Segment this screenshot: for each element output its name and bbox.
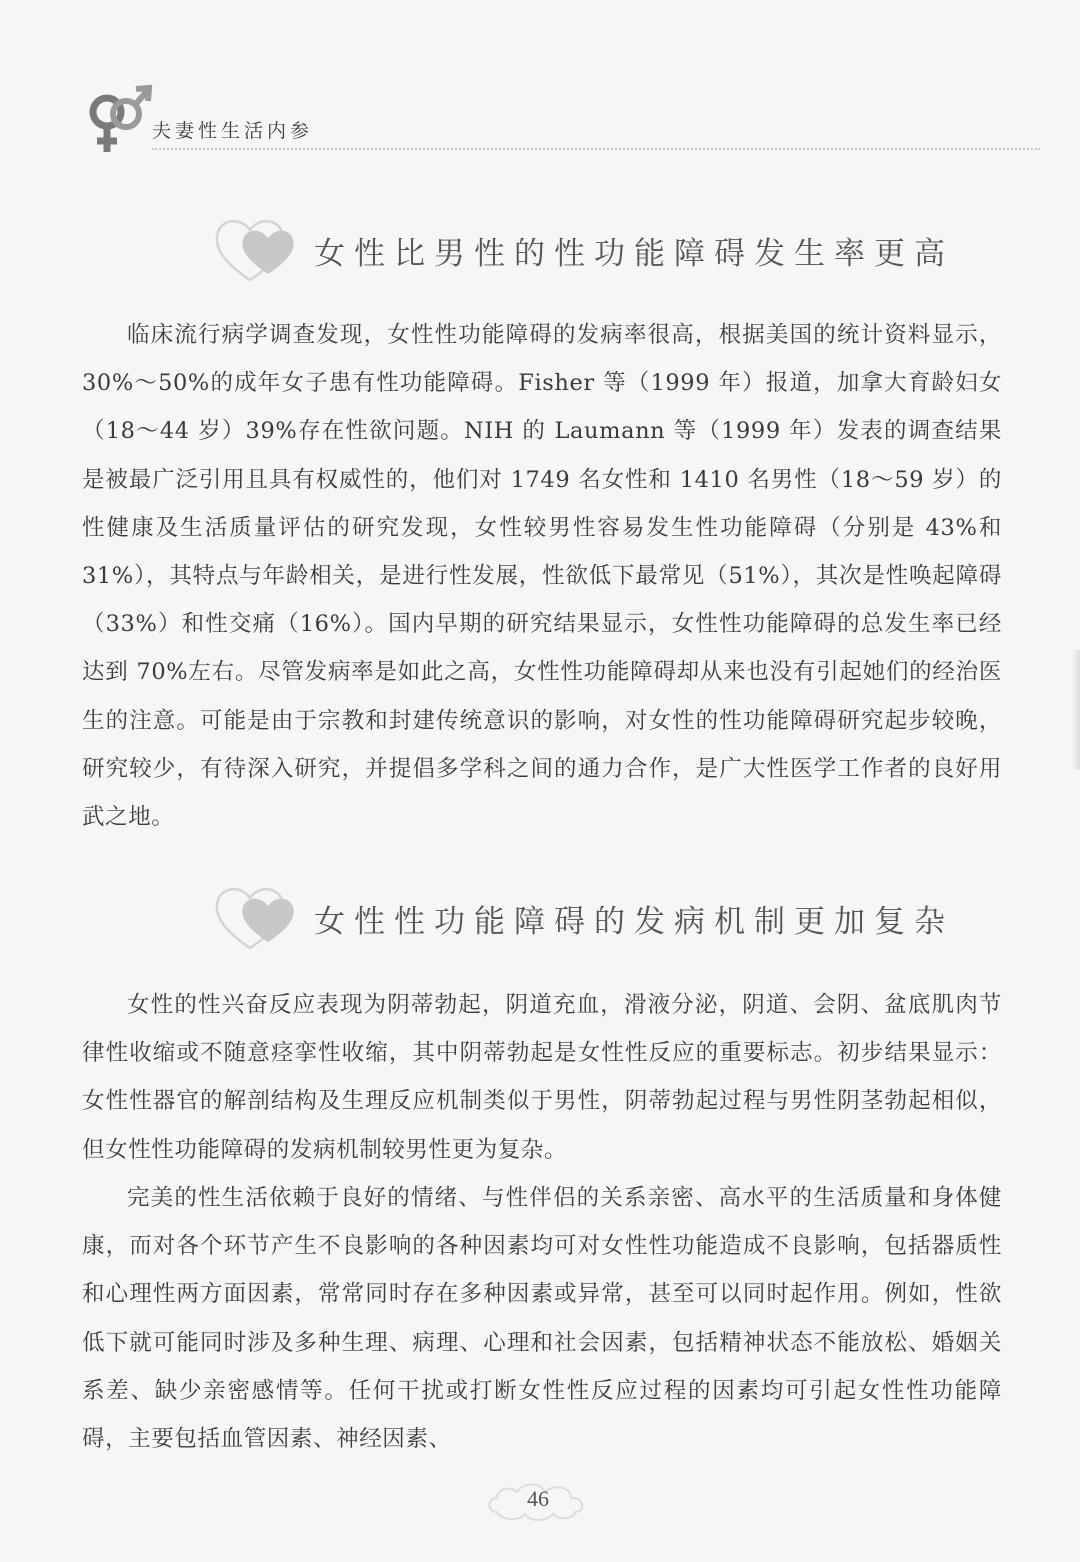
- hearts-icon: [210, 876, 306, 956]
- body-paragraph: 完美的性生活依赖于良好的情绪、与性伴侣的关系亲密、高水平的生活质量和身体健康，而对各个环节产生不良影响的各种因素均可对女性性功能造成不良影响，包括器质性和心理性两方面因素，常常同时存在多种因素或异常，甚至可以同时起作用。例如，性欲低下就可能同时涉及多种生理、病理、心理和社会因素，包括精神状态不能放松、婚姻关系差、缺少亲密感情等。任何干扰或打断女性性反应过程的因素均可引起女性性功能障碍，主要包括血管因素、神经因素、: [82, 1185, 1002, 1453]
- gender-symbols-icon: [80, 78, 160, 158]
- book-title: 夫妻性生活内参: [152, 120, 314, 142]
- page-number-badge: [483, 1478, 593, 1524]
- section-heading: 女性性功能障碍的发病机制更加复杂: [314, 904, 954, 940]
- page-header: [80, 78, 1040, 158]
- section-title-1: [210, 208, 954, 288]
- hearts-icon: [210, 208, 306, 288]
- header-divider: [152, 148, 1040, 150]
- section-title-2: [210, 876, 954, 956]
- section-heading: 女性比男性的性功能障碍发生率更高: [314, 236, 954, 272]
- body-paragraph: 女性的性兴奋反应表现为阴蒂勃起，阴道充血，滑液分泌，阴道、会阴、盆底肌肉节律性收缩或不随意痉挛性收缩，其中阴蒂勃起是女性性反应的重要标志。初步结果显示：女性性器官的解剖结构及生理反应机制类似于男性，阴蒂勃起过程与男性阴茎勃起相似，但女性性功能障碍的发病机制较男性更为复杂。: [82, 992, 1002, 1163]
- body-paragraph: 临床流行病学调查发现，女性性功能障碍的发病率很高，根据美国的统计资料显示，30%～50%的成年女子患有性功能障碍。Fisher 等（1999 年）报道，加拿大育龄妇女（18～44 岁）39%存在性欲问题。NIH 的 Laumann 等（1999 年）发表的调查结果是被最广泛引用且具有权威性的，他们对 1749 名女性和 1410 名男性（18～59 岁）的性健康及生活质量评估的研究发现，女性较男性容易发生性功能障碍（分别是 43%和 31%），其特点与年龄相关，是进行性发展，性欲低下最常见（51%），其次是性唤起障碍（33%）和性交痛（16%）。国内早期的研究结果显示，女性性功能障碍的总发生率已经达到 70%左右。尽管发病率是如此之高，女性性功能障碍却从来也没有引起她们的经治医生的注意。可能是由于宗教和封建传统意识的影响，对女性的性功能障碍研究起步较晚，研究较少，有待深入研究，并提倡多学科之间的通力合作，是广大性医学工作者的良好用武之地。: [82, 322, 1002, 831]
- page-edge-shadow: [1072, 650, 1080, 770]
- page-number: 46: [527, 1486, 549, 1511]
